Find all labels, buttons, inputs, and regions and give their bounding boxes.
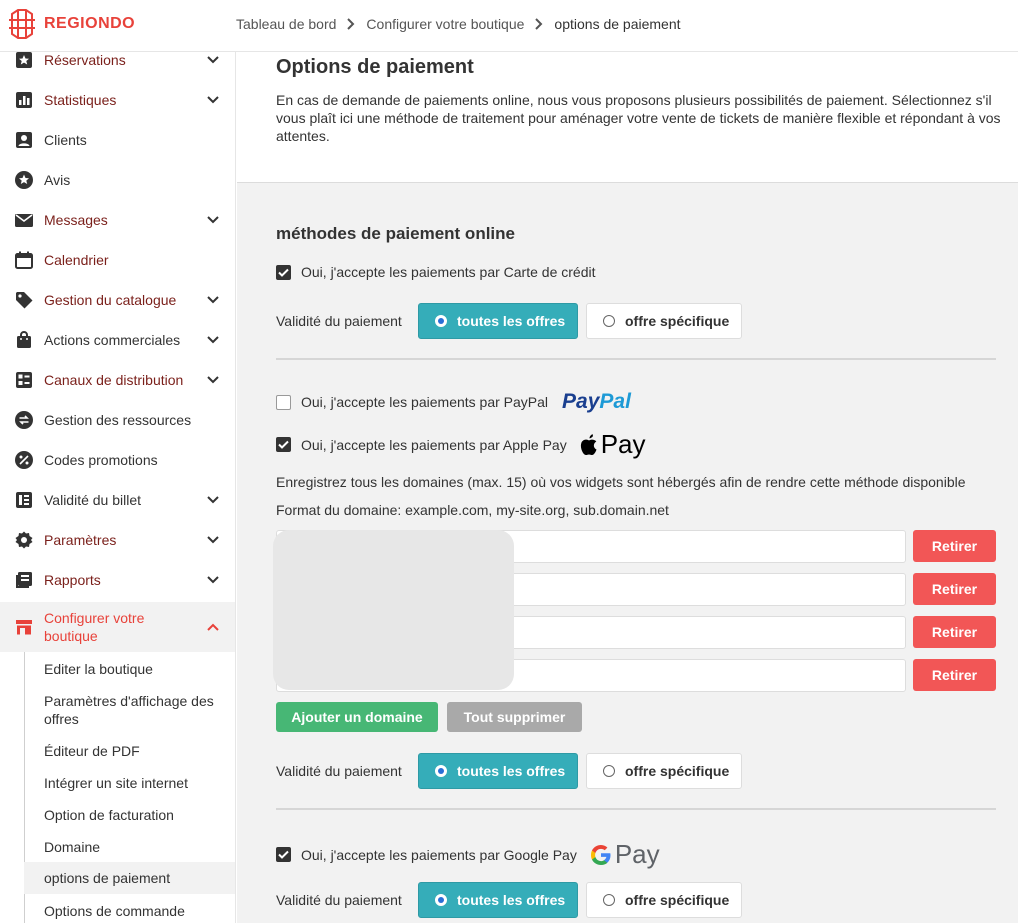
chevron-down-icon[interactable] <box>206 93 220 107</box>
google-g-icon <box>589 843 613 867</box>
sidebar-item-ticket-validity[interactable] <box>0 480 236 520</box>
divider <box>276 808 996 810</box>
sidebar <box>0 52 236 923</box>
sidebar-item-label: Rapports <box>44 572 101 588</box>
envelope-icon <box>14 210 34 230</box>
redacted-area <box>273 530 514 690</box>
submenu-item-payment-options[interactable]: options de paiement <box>24 862 236 894</box>
apple-pay-checkbox[interactable] <box>276 437 291 452</box>
chevron-right-icon <box>346 18 356 30</box>
sidebar-item-configure-shop[interactable] <box>0 602 236 652</box>
submenu-item-domain[interactable]: Domaine <box>44 839 101 855</box>
sidebar-item-statistics[interactable] <box>0 80 236 120</box>
remove-domain-button[interactable]: Retirer <box>913 616 996 648</box>
google-pay-logo <box>589 839 660 870</box>
option-label: offre spécifique <box>625 313 730 329</box>
paypal-label: Oui, j'accepte les paiements par PayPal <box>301 394 549 410</box>
credit-card-label: Oui, j'accepte les paiements par Carte de crédit <box>301 264 596 280</box>
contact-icon <box>14 130 34 150</box>
apple-pay-logo-text: Pay <box>600 429 646 459</box>
validity-specific-offer-option[interactable] <box>586 753 742 789</box>
radio-unselected-icon <box>603 894 615 906</box>
sidebar-item-label: Actions commerciales <box>44 332 181 348</box>
page-description: En cas de demande de paiements online, nous vous proposons plusieurs possibilités de paiement. Sélectionnez s'il vous plaît ici une méthode de traitement pour aménager votre vente de tickets de manière flexible et répondant à vos attentes. <box>276 92 1001 144</box>
sidebar-item-promo-codes[interactable] <box>0 440 236 480</box>
paypal-logo-part-1: Pay <box>562 390 600 413</box>
main-content <box>237 52 1018 923</box>
domains-info: Enregistrez tous les domaines (max. 15) où vos widgets sont hébergés afin de rendre cette méthode disponible <box>276 474 966 490</box>
intro-panel <box>237 52 1018 183</box>
sidebar-item-label: Codes promotions <box>44 452 158 468</box>
swap-icon <box>14 410 34 430</box>
chevron-down-icon[interactable] <box>206 213 220 227</box>
apple-pay-option <box>276 429 646 460</box>
validity-label: Validité du paiement <box>276 313 402 329</box>
sidebar-item-distribution[interactable] <box>0 360 236 400</box>
validity-all-offers-option[interactable] <box>418 303 578 339</box>
apple-pay-label: Oui, j'accepte les paiements par Apple Pay <box>301 436 567 453</box>
bar-chart-icon <box>14 90 34 110</box>
sidebar-item-label: Canaux de distribution <box>44 372 184 388</box>
submenu-item-display-settings[interactable]: Paramètres d'affichage des offres <box>44 693 214 727</box>
sidebar-item-calendar[interactable] <box>0 240 236 280</box>
sidebar-item-messages[interactable] <box>0 200 236 240</box>
sidebar-item-reviews[interactable] <box>0 160 236 200</box>
sidebar-item-settings[interactable] <box>0 520 236 560</box>
sidebar-item-label: Clients <box>44 132 87 148</box>
option-label: toutes les offres <box>457 892 566 908</box>
delete-all-button[interactable]: Tout supprimer <box>447 702 582 732</box>
submenu-item-pdf-editor[interactable]: Éditeur de PDF <box>44 743 140 759</box>
sidebar-item-label: Validité du billet <box>44 492 142 508</box>
ticket-icon <box>14 490 34 510</box>
section-title: méthodes de paiement online <box>276 224 515 243</box>
submenu-item-billing[interactable]: Option de facturation <box>44 807 174 823</box>
chevron-down-icon[interactable] <box>206 333 220 347</box>
sidebar-item-commercial-actions[interactable] <box>0 320 236 360</box>
brand-name: REGIONDO <box>44 15 136 32</box>
paypal-logo <box>562 390 631 414</box>
chevron-down-icon[interactable] <box>206 373 220 387</box>
validity-label: Validité du paiement <box>276 892 402 908</box>
checkmark-icon <box>278 440 289 449</box>
top-bar <box>0 0 1018 52</box>
chevron-down-icon[interactable] <box>206 533 220 547</box>
channels-icon <box>14 370 34 390</box>
page-title: Options de paiement <box>276 56 474 78</box>
chevron-right-icon <box>534 18 544 30</box>
sidebar-item-label: Avis <box>44 172 71 188</box>
chevron-down-icon[interactable] <box>206 53 220 67</box>
google-pay-logo-text: Pay <box>614 839 660 869</box>
sidebar-item-clients[interactable] <box>0 120 236 160</box>
sidebar-item-label: Configurer votre boutique <box>44 610 145 644</box>
star-circle-icon <box>14 170 34 190</box>
validity-specific-offer-option[interactable] <box>586 882 742 918</box>
checkmark-icon <box>278 850 289 859</box>
apple-icon <box>579 433 599 457</box>
paypal-logo-part-2: Pal <box>599 390 631 413</box>
sidebar-item-label: Messages <box>44 212 108 228</box>
option-label: offre spécifique <box>625 892 730 908</box>
radio-selected-icon <box>435 765 447 777</box>
remove-domain-button[interactable]: Retirer <box>913 573 996 605</box>
validity-all-offers-option[interactable] <box>418 882 578 918</box>
sidebar-item-label: Gestion du catalogue <box>44 292 177 308</box>
radio-selected-icon <box>435 315 447 327</box>
option-label: toutes les offres <box>457 763 566 779</box>
breadcrumb-configure-shop[interactable]: Configurer votre boutique <box>366 16 525 32</box>
sidebar-item-catalog[interactable] <box>0 280 236 320</box>
chevron-up-icon[interactable] <box>206 620 220 634</box>
google-pay-option <box>276 839 660 870</box>
radio-selected-icon <box>435 894 447 906</box>
star-box-icon <box>14 52 34 70</box>
checkmark-icon <box>278 268 289 277</box>
regiondo-logo[interactable] <box>8 8 135 40</box>
add-domain-button[interactable]: Ajouter un domaine <box>276 702 438 732</box>
calendar-icon <box>14 250 34 270</box>
remove-domain-button[interactable]: Retirer <box>913 530 996 562</box>
chevron-down-icon[interactable] <box>206 573 220 587</box>
tag-icon <box>14 290 34 310</box>
domain-format: Format du domaine: example.com, my-site.org, sub.domain.net <box>276 502 669 518</box>
breadcrumb-dashboard[interactable]: Tableau de bord <box>236 16 337 32</box>
submenu-item-order-options[interactable]: Options de commande <box>44 903 185 919</box>
option-label: toutes les offres <box>457 313 566 329</box>
report-icon <box>14 570 34 590</box>
regiondo-logo-icon <box>8 8 36 40</box>
submenu-item-edit-shop[interactable]: Editer la boutique <box>44 661 153 677</box>
validity-all-offers-option[interactable] <box>418 753 578 789</box>
credit-card-checkbox[interactable] <box>276 265 291 280</box>
credit-card-option <box>276 264 596 280</box>
gear-icon <box>14 530 34 550</box>
shopping-bag-icon <box>14 330 34 350</box>
radio-unselected-icon <box>603 765 615 777</box>
sidebar-item-label: Paramètres <box>44 532 117 548</box>
sidebar-item-resources[interactable] <box>0 400 236 440</box>
percent-icon <box>14 450 34 470</box>
remove-domain-button[interactable]: Retirer <box>913 659 996 691</box>
divider <box>276 358 996 360</box>
radio-unselected-icon <box>603 315 615 327</box>
sidebar-item-reports[interactable] <box>0 560 236 600</box>
sidebar-item-label: Calendrier <box>44 252 109 268</box>
validity-label: Validité du paiement <box>276 763 402 779</box>
breadcrumb <box>236 16 681 32</box>
paypal-option <box>276 390 631 414</box>
chevron-down-icon[interactable] <box>206 293 220 307</box>
option-label: offre spécifique <box>625 763 730 779</box>
sidebar-item-reservations[interactable] <box>0 52 236 80</box>
sidebar-item-label: Réservations <box>44 52 126 68</box>
validity-specific-offer-option[interactable] <box>586 303 742 339</box>
apple-pay-logo <box>579 429 646 460</box>
google-pay-checkbox[interactable] <box>276 847 291 862</box>
submenu-item-website-integration[interactable]: Intégrer un site internet <box>44 775 188 791</box>
storefront-icon <box>14 617 34 637</box>
google-pay-label: Oui, j'accepte les paiements par Google Pay <box>301 846 577 863</box>
breadcrumb-current: options de paiement <box>554 16 681 32</box>
sidebar-item-label: Statistiques <box>44 92 117 108</box>
sidebar-item-label: Gestion des ressources <box>44 412 192 428</box>
paypal-checkbox[interactable] <box>276 395 291 410</box>
chevron-down-icon[interactable] <box>206 493 220 507</box>
